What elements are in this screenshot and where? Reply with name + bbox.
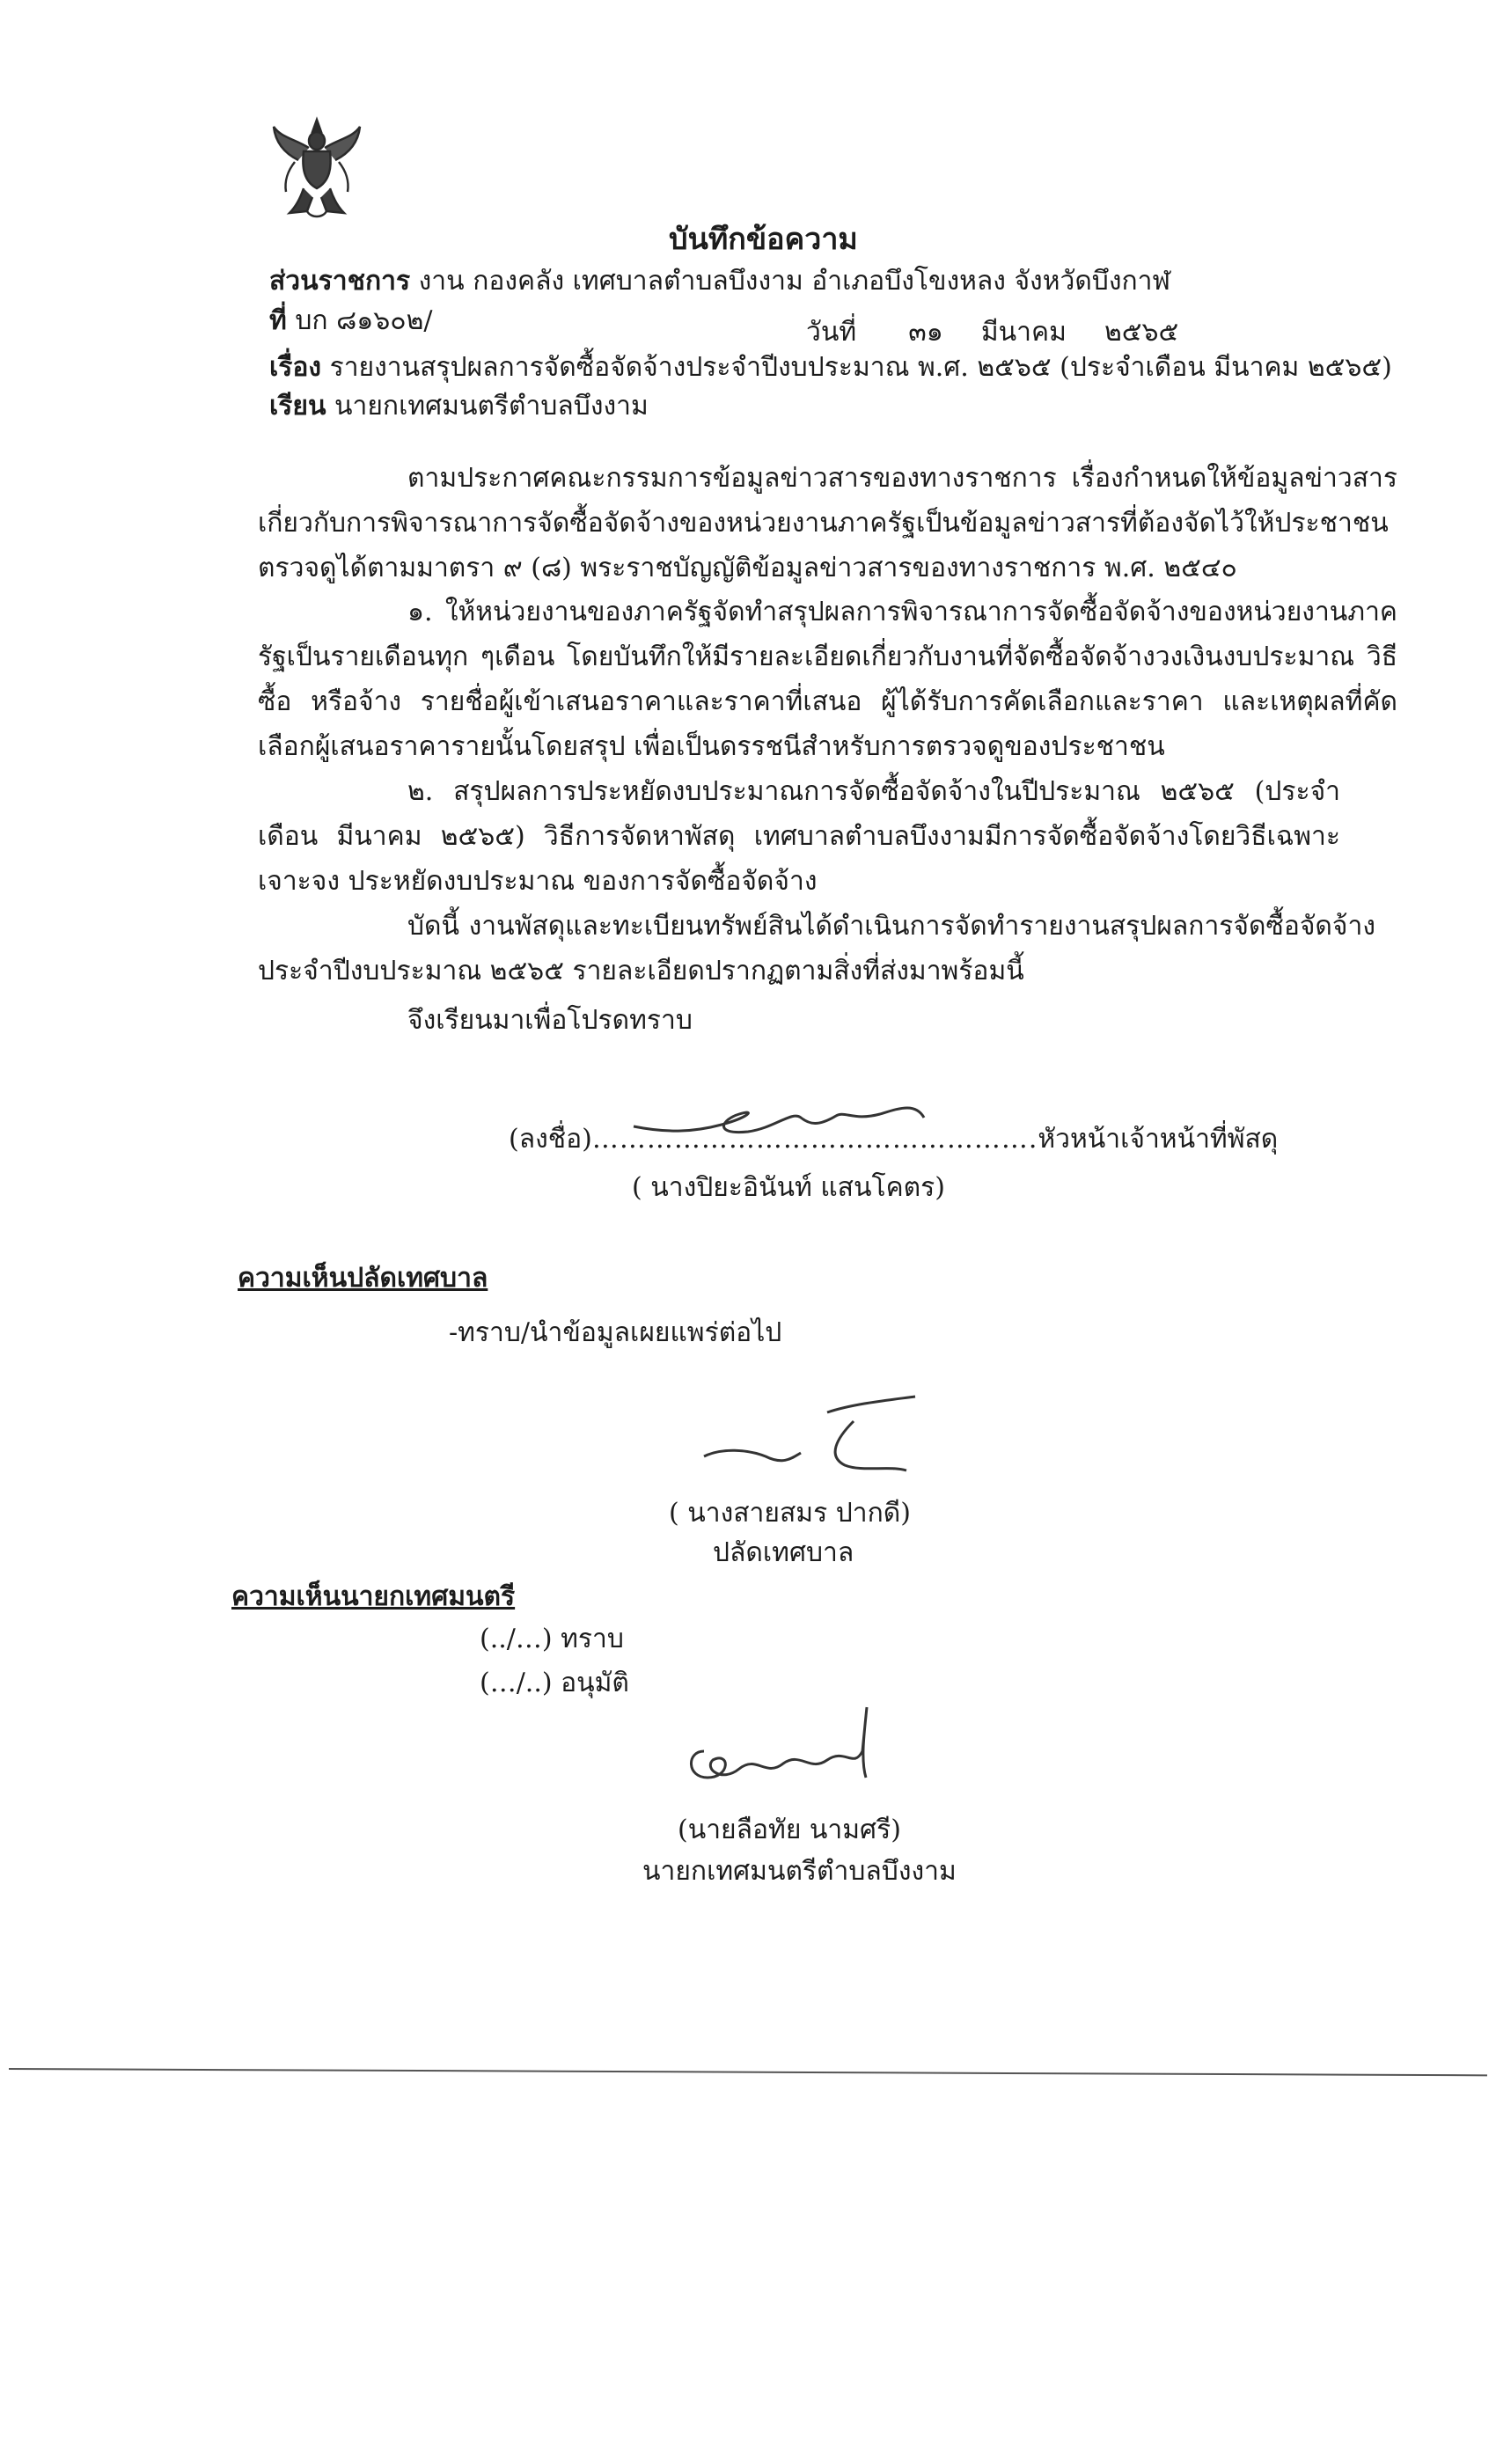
signature-image-3 xyxy=(678,1698,898,1795)
subject-label: เรื่อง xyxy=(269,352,322,383)
mayor-option-approve: (…/..) อนุมัติ xyxy=(480,1668,629,1698)
clerk-opinion-heading: ความเห็นปลัดเทศบาล xyxy=(238,1263,488,1294)
body-paragraph-1: ตามประกาศคณะกรรมการข้อมูลข่าวสารของทางราชการ เรื่องกำหนดให้ข้อมูลข่าวสารเกี่ยวกับการพิจารณาการจัดซื้อจัดจ้างของหน่วยงานภาครัฐเป็นข้อมูลข่าวสารที่ต้องจัดไว้ให้ประชาชนตรวจดูได้ตามมาตรา ๙ (๘) พระราชบัญญัติข้อมูลข่าวสารของทางราชการ พ.ศ. ๒๕๔๐ xyxy=(258,463,1397,583)
closing-line: จึงเรียนมาเพื่อโปรดทราบ xyxy=(407,1005,693,1036)
signature-label: (ลงชื่อ) xyxy=(509,1124,592,1155)
recipient-line xyxy=(269,389,649,424)
signature-position: หัวหน้าเจ้าหน้าที่พัสดุ xyxy=(1038,1124,1279,1155)
mayor-option-acknowledge: (../…) ทราบ xyxy=(480,1624,624,1654)
agency-label: ส่วนราชการ xyxy=(269,266,411,297)
date-line xyxy=(806,315,1178,350)
reference-line xyxy=(269,304,433,339)
agency-line xyxy=(269,264,1170,299)
body-paragraph-4: บัดนี้ งานพัสดุและทะเบียนทรัพย์สินได้ดำเนินการจัดทำรายงานสรุปผลการจัดซื้อจัดจ้างประจำปีงบประมาณ ๒๕๖๕ รายละเอียดปรากฏตามสิ่งที่ส่งมาพร้อมนี้ xyxy=(258,911,1375,986)
body-paragraph-3: ๒. สรุปผลการประหยัดงบประมาณการจัดซื้อจัดจ้างในปีประมาณ ๒๕๖๕ (ประจำเดือน มีนาคม ๒๕๖๕) วิธีการจัดหาพัสดุ เทศบาลตำบลบึงงามมีการจัดซื้อจัดจ้างโดยวิธีเฉพาะเจาะจง ประหยัดงบประมาณ ของการจัดซื้อจัดจ้าง xyxy=(258,776,1340,897)
date-day: ๓๑ xyxy=(908,317,943,348)
body-paragraph-2: ๑. ให้หน่วยงานของภาครัฐจัดทำสรุปผลการพิจารณาการจัดซื้อจัดจ้างของหน่วยงานภาครัฐเป็นรายเดือนทุก ๆเดือน โดยบันทึกให้มีรายละเอียดเกี่ยวกับงานที่จัดซื้อจัดจ้างวงเงินงบประมาณ วิธีซื้อ หรือจ้าง รายชื่อผู้เข้าเสนอราคาและราคาที่เสนอ ผู้ได้รับการคัดเลือกและราคา และเหตุผลที่คัดเลือกผู้เสนอราคารายนั้นโดยสรุป เพื่อเป็นดรรชนีสำหรับการตรวจดูของประชาชน xyxy=(258,597,1397,762)
agency-value: งาน กองคลัง เทศบาลตำบลบึงงาม อำเภอบึงโขงหลง จังหวัดบึงกาฬ xyxy=(418,266,1171,297)
mayor-position: นายกเทศมนตรีตำบลบึงงาม xyxy=(642,1856,957,1887)
reference-label: ที่ xyxy=(269,305,287,336)
mayor-name: (นายลือทัย นามศรี) xyxy=(678,1815,901,1845)
signer-name-1: ( นางปิยะอินันท์ แสนโคตร) xyxy=(632,1172,945,1203)
recipient-value: นายกเทศมนตรีตำบลบึงงาม xyxy=(334,391,649,422)
subject-line xyxy=(269,350,1392,385)
signature-image-1 xyxy=(616,1091,933,1153)
recipient-label: เรียน xyxy=(269,391,326,422)
date-year: ๒๕๖๕ xyxy=(1104,317,1179,348)
reference-value: บก ๘๑๖๐๒/ xyxy=(295,305,433,336)
signature-image-2 xyxy=(695,1395,924,1492)
clerk-position: ปลัดเทศบาล xyxy=(713,1537,854,1568)
memo-title: บันทึกข้อความ xyxy=(669,222,858,257)
clerk-opinion-text: -ทราบ/นำข้อมูลเผยแพร่ต่อไป xyxy=(449,1317,782,1348)
clerk-name: ( นางสายสมร ปากดี) xyxy=(669,1498,911,1529)
scan-divider-line xyxy=(9,2068,1487,2076)
date-month: มีนาคม xyxy=(980,317,1067,348)
mayor-opinion-heading: ความเห็นนายกเทศมนตรี xyxy=(231,1581,516,1612)
signature-dots: …………………………………………. xyxy=(591,1124,1038,1155)
date-label: วันที่ xyxy=(806,317,857,348)
subject-value: รายงานสรุปผลการจัดซื้อจัดจ้างประจำปีงบประมาณ พ.ศ. ๒๕๖๕ (ประจำเดือน มีนาคม ๒๕๖๕) xyxy=(329,352,1392,383)
garuda-emblem xyxy=(268,113,365,223)
